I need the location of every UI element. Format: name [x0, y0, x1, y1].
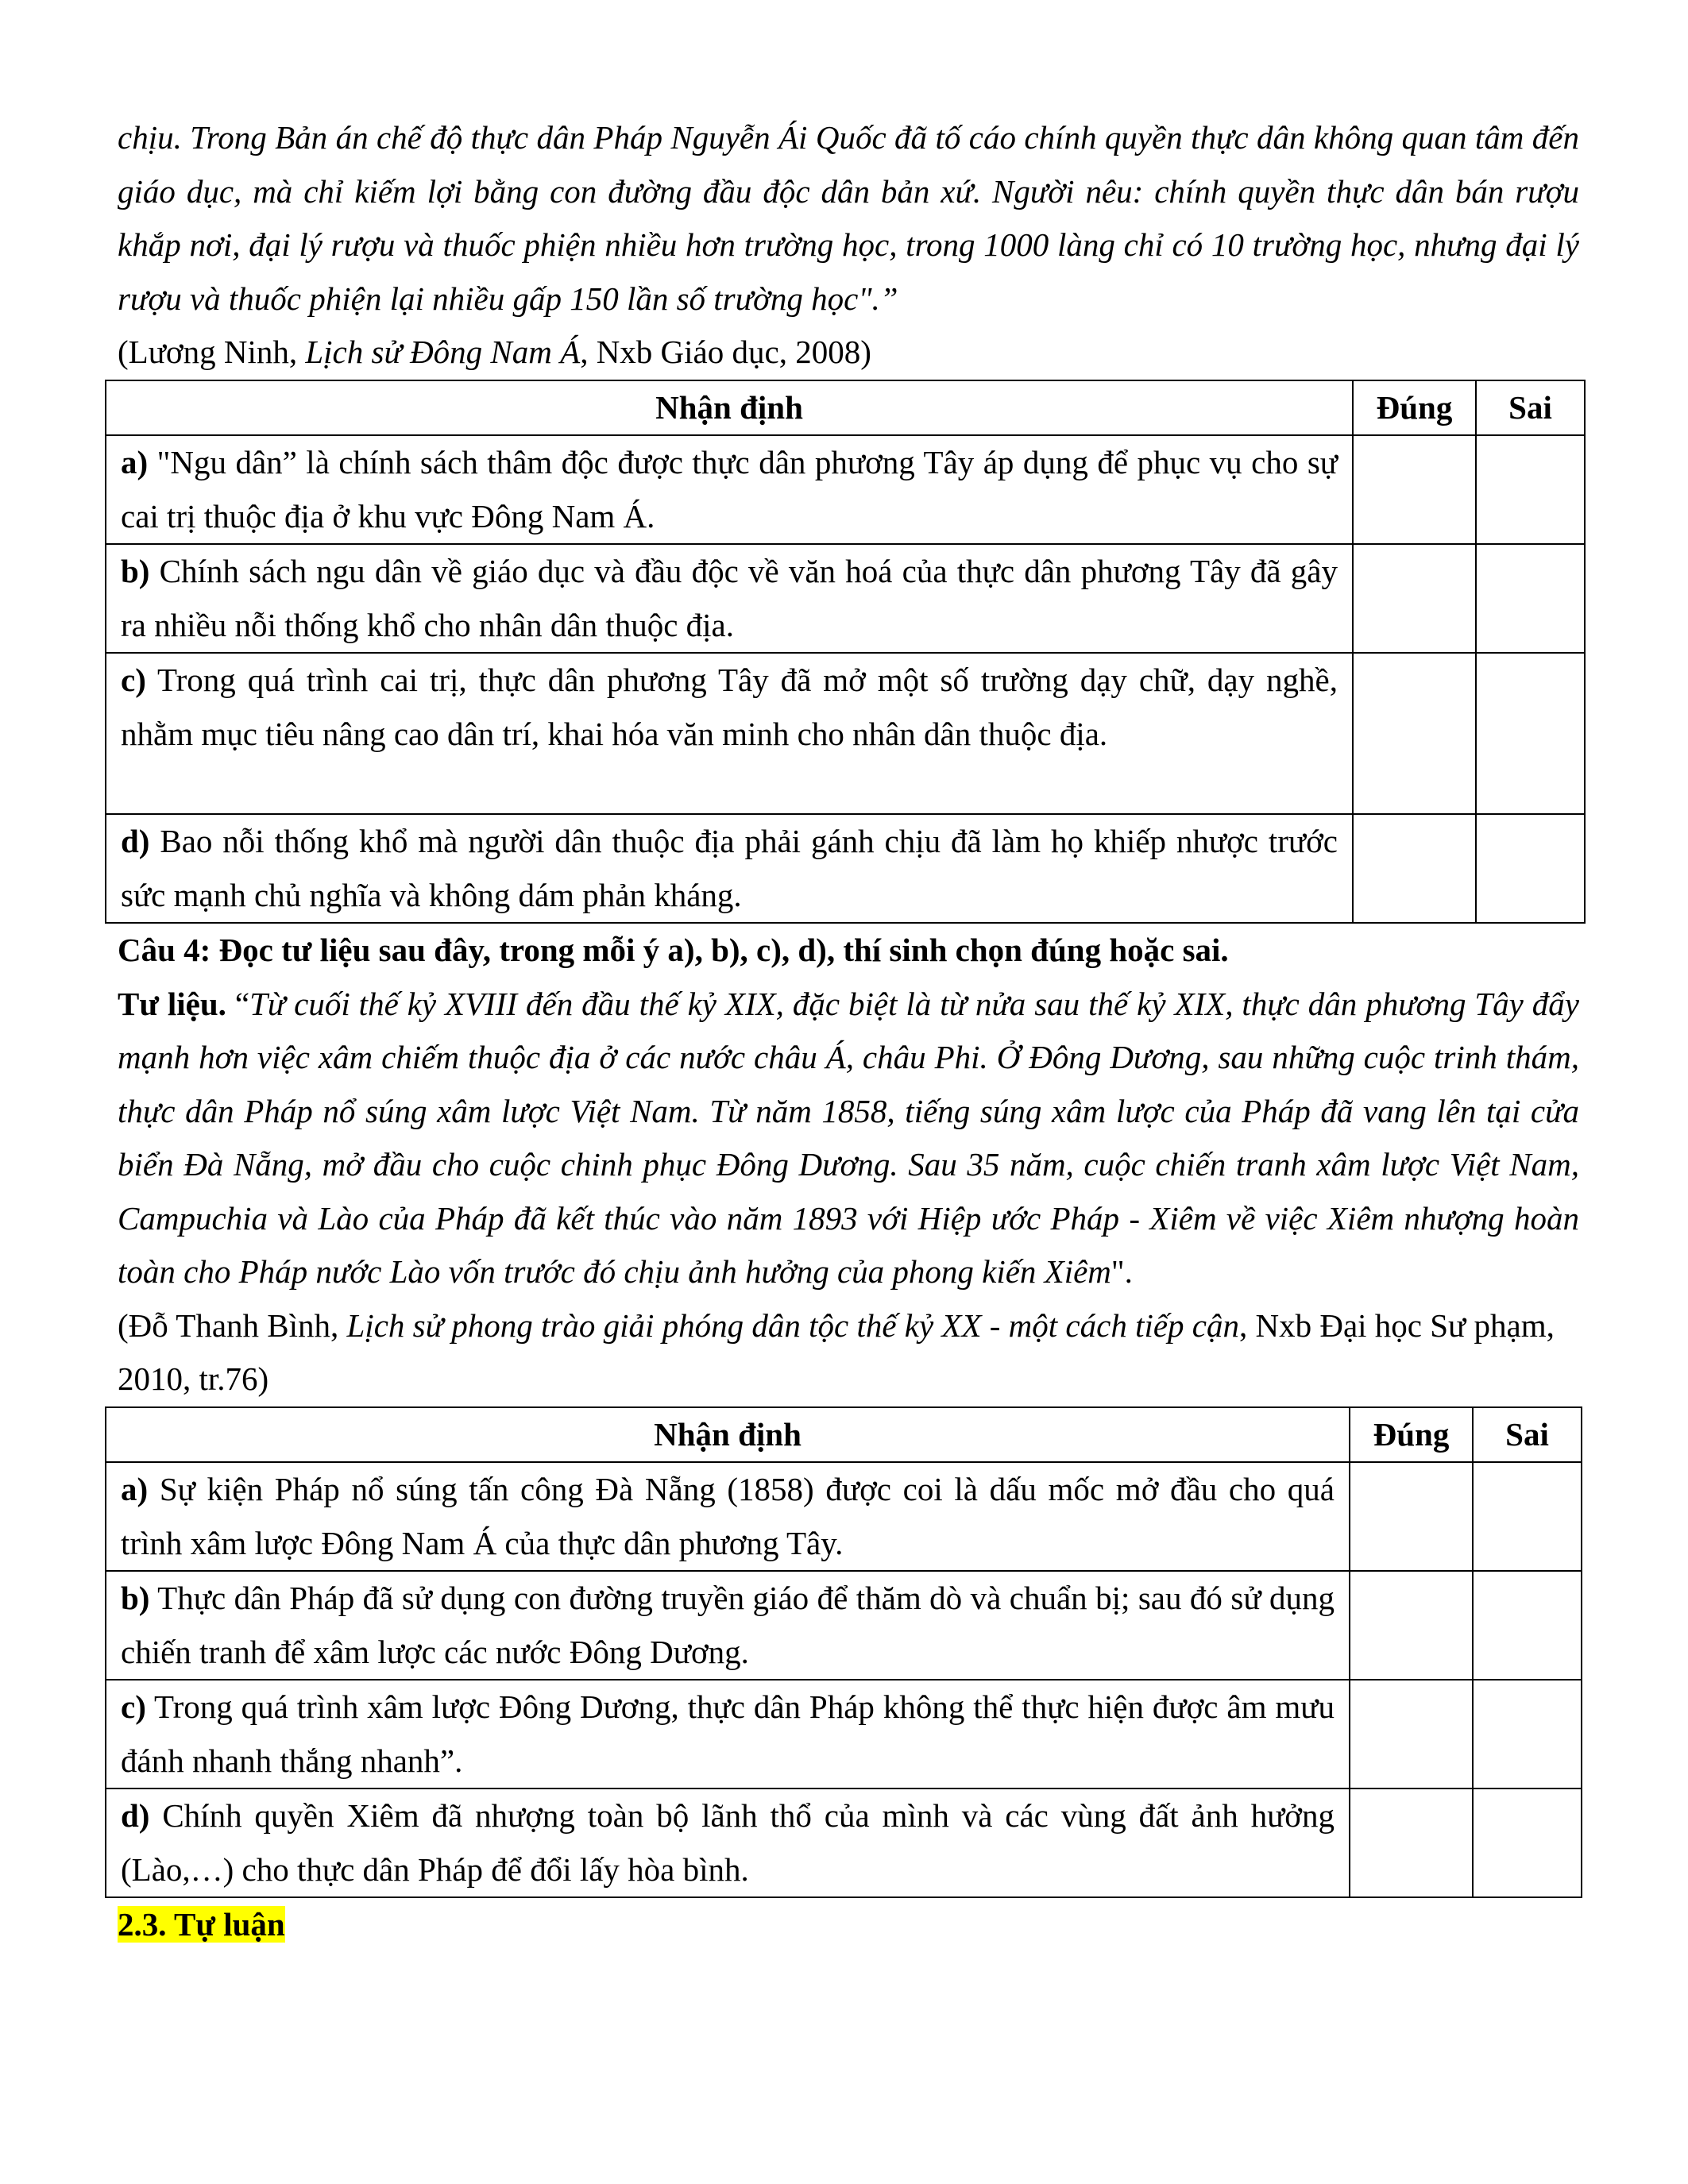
- document-page: [118, 111, 1579, 1952]
- highlighted-heading: 2.3. Tự luận: [118, 1906, 285, 1943]
- statement-a: a) "Ngu dân” là chính sách thâm độc được thực dân phương Tây áp dụng để phục vụ cho sự cai trị thuộc địa ở khu vực Đông Nam Á.: [106, 435, 1353, 544]
- true-checkbox-b[interactable]: [1353, 544, 1476, 653]
- citation-1-close: , Nxb Giáo dục, 2008): [580, 334, 871, 370]
- true-checkbox-b[interactable]: [1350, 1571, 1473, 1680]
- true-checkbox-d[interactable]: [1350, 1788, 1473, 1897]
- citation-2-open: (Đỗ Thanh Bình,: [118, 1306, 347, 1344]
- header-false: Sai: [1476, 380, 1585, 436]
- question-4-source: Tư liệu. “Từ cuối thế kỷ XVIII đến đầu thế kỷ XIX, đặc biệt là từ nửa sau thế kỷ XIX, thực dân phương Tây đẩy mạnh hơn việc xâm chiếm thuộc địa ở các nước châu Á, châu Phi. Ở Đông Dương, sau những cuộc trinh thám, thực dân Pháp nổ súng xâm lược Việt Nam. Từ năm 1858, tiếng súng xâm lược của Pháp đã vang lên tại cửa biển Đà Nẵng, mở đầu cho cuộc chinh phục Đông Dương. Sau 35 năm, cuộc chiến tranh xâm lược Việt Nam, Campuchia và Lào của Pháp đã kết thúc vào năm 1893 với Hiệp ước Pháp - Xiêm về việc Xiêm nhượng hoàn toàn cho Pháp nước Lào vốn trước đó chịu ảnh hưởng của phong kiến Xiêm".: [118, 985, 1580, 1290]
- header-statement: Nhận định: [106, 380, 1353, 436]
- table-row: [106, 814, 1585, 923]
- false-checkbox-b[interactable]: [1473, 1571, 1582, 1680]
- intro-passage: chịu. Trong Bản án chế độ thực dân Pháp Nguyễn Ái Quốc đã tố cáo chính quyền thực dân không quan tâm đến giáo dục, mà chỉ kiếm lợi bằng con đường đầu độc dân bản xứ. Người nêu: chính quyền thực dân bán rượu khắp nơi, đại lý rượu và thuốc phiện nhiều hơn trường học, trong 1000 làng chỉ có 10 trường học, nhưng đại lý rượu và thuốc phiện lại nhiều gấp 150 lần số trường học".”: [118, 119, 1579, 317]
- true-checkbox-d[interactable]: [1353, 814, 1476, 923]
- false-checkbox-b[interactable]: [1476, 544, 1585, 653]
- header-true: Đúng: [1353, 380, 1476, 436]
- header-false: Sai: [1473, 1407, 1582, 1463]
- citation-1-open: (Lương Ninh,: [118, 334, 306, 370]
- false-checkbox-a[interactable]: [1473, 1462, 1582, 1571]
- statement-table-2: [105, 1406, 1582, 1899]
- table-row: [106, 1788, 1582, 1897]
- statement-c: c) Trong quá trình cai trị, thực dân phương Tây đã mở một số trường dạy chữ, dạy nghề, nhằm mục tiêu nâng cao dân trí, khai hóa văn minh cho nhân dân thuộc địa.: [106, 653, 1353, 814]
- table-row: [106, 1462, 1582, 1571]
- section-heading-essay: [118, 1898, 1579, 1952]
- citation-2-close: , Nxb Đại học Sư phạm, 2010, tr.76): [118, 1306, 1555, 1397]
- header-true: Đúng: [1350, 1407, 1473, 1463]
- question-4-heading: Câu 4: Đọc tư liệu sau đây, trong mỗi ý a), b), c), d), thí sinh chọn đúng hoặc sai.: [118, 932, 1229, 968]
- true-checkbox-a[interactable]: [1353, 435, 1476, 544]
- false-checkbox-c[interactable]: [1476, 653, 1585, 814]
- false-checkbox-c[interactable]: [1473, 1680, 1582, 1788]
- statement-a: a) Sự kiện Pháp nổ súng tấn công Đà Nẵng (1858) được coi là dấu mốc mở đầu cho quá trình xâm lược Đông Nam Á của thực dân phương Tây.: [106, 1462, 1350, 1571]
- statement-table-1: [105, 380, 1586, 924]
- table-1-header-row: [106, 380, 1585, 436]
- table-2-header-row: [106, 1407, 1582, 1463]
- table-row: [106, 544, 1585, 653]
- source-label: Tư liệu.: [118, 985, 226, 1022]
- false-checkbox-a[interactable]: [1476, 435, 1585, 544]
- statement-b: b) Thực dân Pháp đã sử dụng con đường truyền giáo để thăm dò và chuẩn bị; sau đó sử dụng chiến tranh để xâm lược các nước Đông Dương.: [106, 1571, 1350, 1680]
- table-row: [106, 435, 1585, 544]
- false-checkbox-d[interactable]: [1473, 1788, 1582, 1897]
- statement-d: d) Bao nỗi thống khổ mà người dân thuộc địa phải gánh chịu đã làm họ khiếp nhược trước sức mạnh chủ nghĩa và không dám phản kháng.: [106, 814, 1353, 923]
- statement-b: b) Chính sách ngu dân về giáo dục và đầu độc về văn hoá của thực dân phương Tây đã gây ra nhiều nỗi thống khổ cho nhân dân thuộc địa.: [106, 544, 1353, 653]
- source-citation-2: [118, 1299, 1579, 1406]
- table-row: [106, 653, 1585, 814]
- false-checkbox-d[interactable]: [1476, 814, 1585, 923]
- source-citation-1: [118, 326, 1579, 380]
- true-checkbox-c[interactable]: [1350, 1680, 1473, 1788]
- header-statement: Nhận định: [106, 1407, 1350, 1463]
- citation-1-title: Lịch sử Đông Nam Á: [305, 334, 581, 370]
- true-checkbox-a[interactable]: [1350, 1462, 1473, 1571]
- statement-d: d) Chính quyền Xiêm đã nhượng toàn bộ lãnh thổ của mình và các vùng đất ảnh hưởng (Lào,…) cho thực dân Pháp để đổi lấy hòa bình.: [106, 1788, 1350, 1897]
- citation-2-title: Lịch sử phong trào giải phóng dân tộc thế kỷ XX - một cách tiếp cận: [346, 1306, 1239, 1344]
- table-row: [106, 1680, 1582, 1788]
- table-row: [106, 1571, 1582, 1680]
- statement-c: c) Trong quá trình xâm lược Đông Dương, thực dân Pháp không thể thực hiện được âm mưu đánh nhanh thắng nhanh”.: [106, 1680, 1350, 1788]
- source-passage: Từ cuối thế kỷ XVIII đến đầu thế kỷ XIX, đặc biệt là từ nửa sau thế kỷ XIX, thực dân phương Tây đẩy mạnh hơn việc xâm chiếm thuộc địa ở các nước châu Á, châu Phi. Ở Đông Dương, sau những cuộc trinh thám, thực dân Pháp nổ súng xâm lược Việt Nam. Từ năm 1858, tiếng súng xâm lược của Pháp đã vang lên tại cửa biển Đà Nẵng, mở đầu cho cuộc chinh phục Đông Dương. Sau 35 năm, cuộc chiến tranh xâm lược Việt Nam, Campuchia và Lào của Pháp đã kết thúc vào năm 1893 với Hiệp ước Pháp - Xiêm về việc Xiêm nhượng hoàn toàn cho Pháp nước Lào vốn trước đó chịu ảnh hưởng của phong kiến Xiêm: [118, 985, 1580, 1290]
- true-checkbox-c[interactable]: [1353, 653, 1476, 814]
